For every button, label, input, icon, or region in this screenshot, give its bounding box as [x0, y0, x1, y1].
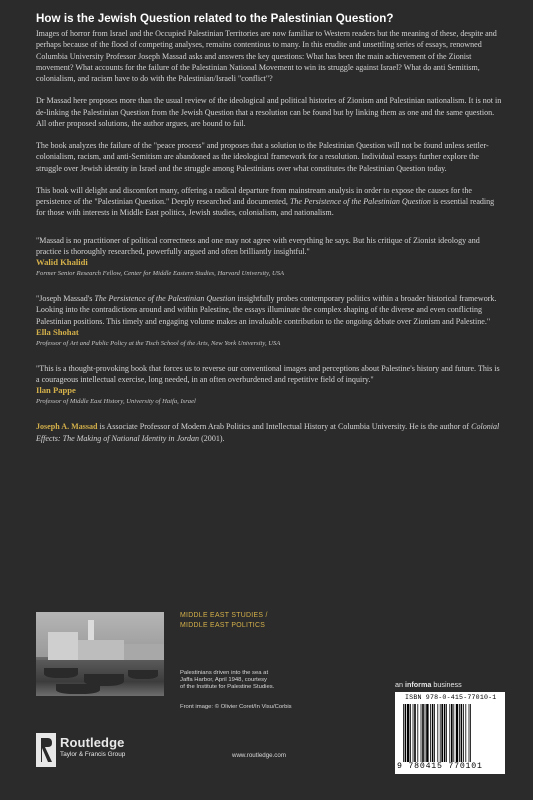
blurb-heading: How is the Jewish Question related to the Palestinian Question? [36, 12, 394, 25]
series-label [180, 611, 268, 631]
series-line-2: MIDDLE EAST POLITICS [180, 622, 266, 629]
endorsement-quote [36, 293, 502, 327]
series-line-1: MIDDLE EAST STUDIES / [180, 612, 268, 619]
author-name: Joseph A. Massad [36, 422, 98, 432]
caption-line-3: of the Institute for Palestine Studies. [180, 684, 275, 691]
endorsement-2 [36, 293, 502, 349]
endorsement-quote: "This is a thought-provoking book that forces us to reverse our conventional images and perceptions about Palestine's history and future. This is a courageous intellectual exercise, long needed, in an often overburdened and repetitive field of inquiry." [36, 363, 500, 384]
caption-line-2: Jaffa Harbor, April 1948, courtesy [180, 677, 267, 684]
caption-line-1: Palestinians driven into the sea at [180, 670, 269, 676]
para4-text-pre: This book will delight and discomfort many, offering a radical departure from mainstream analysis in order to expose the causes for the persistence of the "Palestinian Question." Deeply researched and documented, [36, 185, 472, 206]
author-previous-book: Colonial Effects: The Making of National Identity in Jordan [36, 422, 500, 443]
endorsement-quote: "Massad is no practitioner of political correctness and one may not agree with everything he says. But his critique of Zionist ideology and practice is thoroughly researched, powerfully argued and often brilliantly insightful." [36, 235, 480, 256]
barcode-bars [403, 704, 497, 762]
endorser-name: Ella Shohat [36, 326, 79, 337]
quote-text-post: insightfully probes contemporary politics within a broader historical framework. Looking into the contradictions around and within Palestine, the essays illuminate the complex shaping of the diverse and even conflicting Palestinian positions. This timely and engaging volume makes an invaluable contribution to the ongoing debate over Zionism and Palestine." [36, 294, 497, 326]
endorsement-3 [36, 363, 502, 408]
author-bio-end: (2001). [199, 433, 225, 443]
endorsement-1 [36, 235, 502, 280]
endorser-affiliation: Former Senior Research Fellow, Center for Middle Eastern Studies, Harvard University, USA [36, 270, 285, 277]
endorser-affiliation: Professor of Art and Public Policy at the Tisch School of the Arts, New York University, USA [36, 339, 281, 347]
blurb-paragraph-4 [36, 185, 502, 219]
publisher-website: www.routledge.com [232, 752, 286, 759]
blurb-content [36, 12, 502, 444]
barcode-number: 9 780415 770101 [397, 762, 483, 771]
endorser-name: Ilan Pappe [36, 385, 76, 396]
informa-business-label: an informa business [395, 680, 462, 689]
publisher-name: Routledge [60, 735, 125, 750]
endorser-affiliation: Professor of Middle East History, University of Haifa, Israel [36, 398, 196, 406]
quote-book-title: The Persistence of the Palestinian Question [94, 294, 236, 303]
para4-text-post: is essential reading for those with interests in Middle East politics, Jewish studies, colonialism, and nationalism. [36, 197, 495, 218]
blurb-paragraph-3: The book analyzes the failure of the "peace process" and proposes that a solution to the Palestinian Question will not be found unless settler-colonialism, racism, and anti-Semitism are abandoned as the ideological framework for a resolution. Individual essays further explore the struggle over Jewish identity in Israel and the struggle among Palestinians over what constitutes the Palestinian Question today. [36, 141, 489, 173]
jaffa-harbor-photo [36, 612, 164, 696]
image-credit: Front image: © Olivier Coret/In Visu/Corbis [180, 704, 292, 710]
endorser-name: Walid Khalidi [36, 257, 88, 267]
isbn-barcode [395, 692, 505, 774]
quote-text-pre: "Joseph Massad's [36, 294, 95, 303]
author-bio [36, 421, 502, 444]
para4-book-title: The Persistence of the Palestinian Question [289, 197, 431, 206]
isbn-label: ISBN 978-0-415-77010-1 [405, 694, 497, 701]
photo-caption [180, 670, 310, 692]
blurb-paragraph-1: Images of horror from Israel and the Occupied Palestinian Territories are now familiar to Western readers but the meaning of these, despite and perhaps because of the flood of competing analyses, remains contentious to many. In this erudite and unsettling series of essays, renowned Columbia University Professor Joseph Massad asks and answers the key questions: What has been the main achievement of the Zionist movement? What accounts for the failure of the Palestinian National Movement to win its struggle against Israel? What do anti Semitism, colonialism, and racism have to do with the Palestinian/Israeli "conflict"? [36, 29, 497, 83]
blurb-paragraph-2: Dr Massad here proposes more than the usual review of the ideological and political histories of Zionism and Palestinian nationalism. It is not in de-linking the Palestinian Question from the Jewish Question that a resolution can be found but by linking them as one and the same question. All other proposed solutions, the author argues, are bound to fail. [36, 96, 502, 128]
author-bio-text: is Associate Professor of Modern Arab Politics and Intellectual History at Columbia University. He is the author of [97, 422, 472, 432]
publisher-logo [60, 735, 125, 758]
informa-brand: informa [405, 680, 432, 689]
routledge-logo-icon [36, 733, 56, 767]
publisher-group: Taylor & Francis Group [60, 751, 126, 758]
